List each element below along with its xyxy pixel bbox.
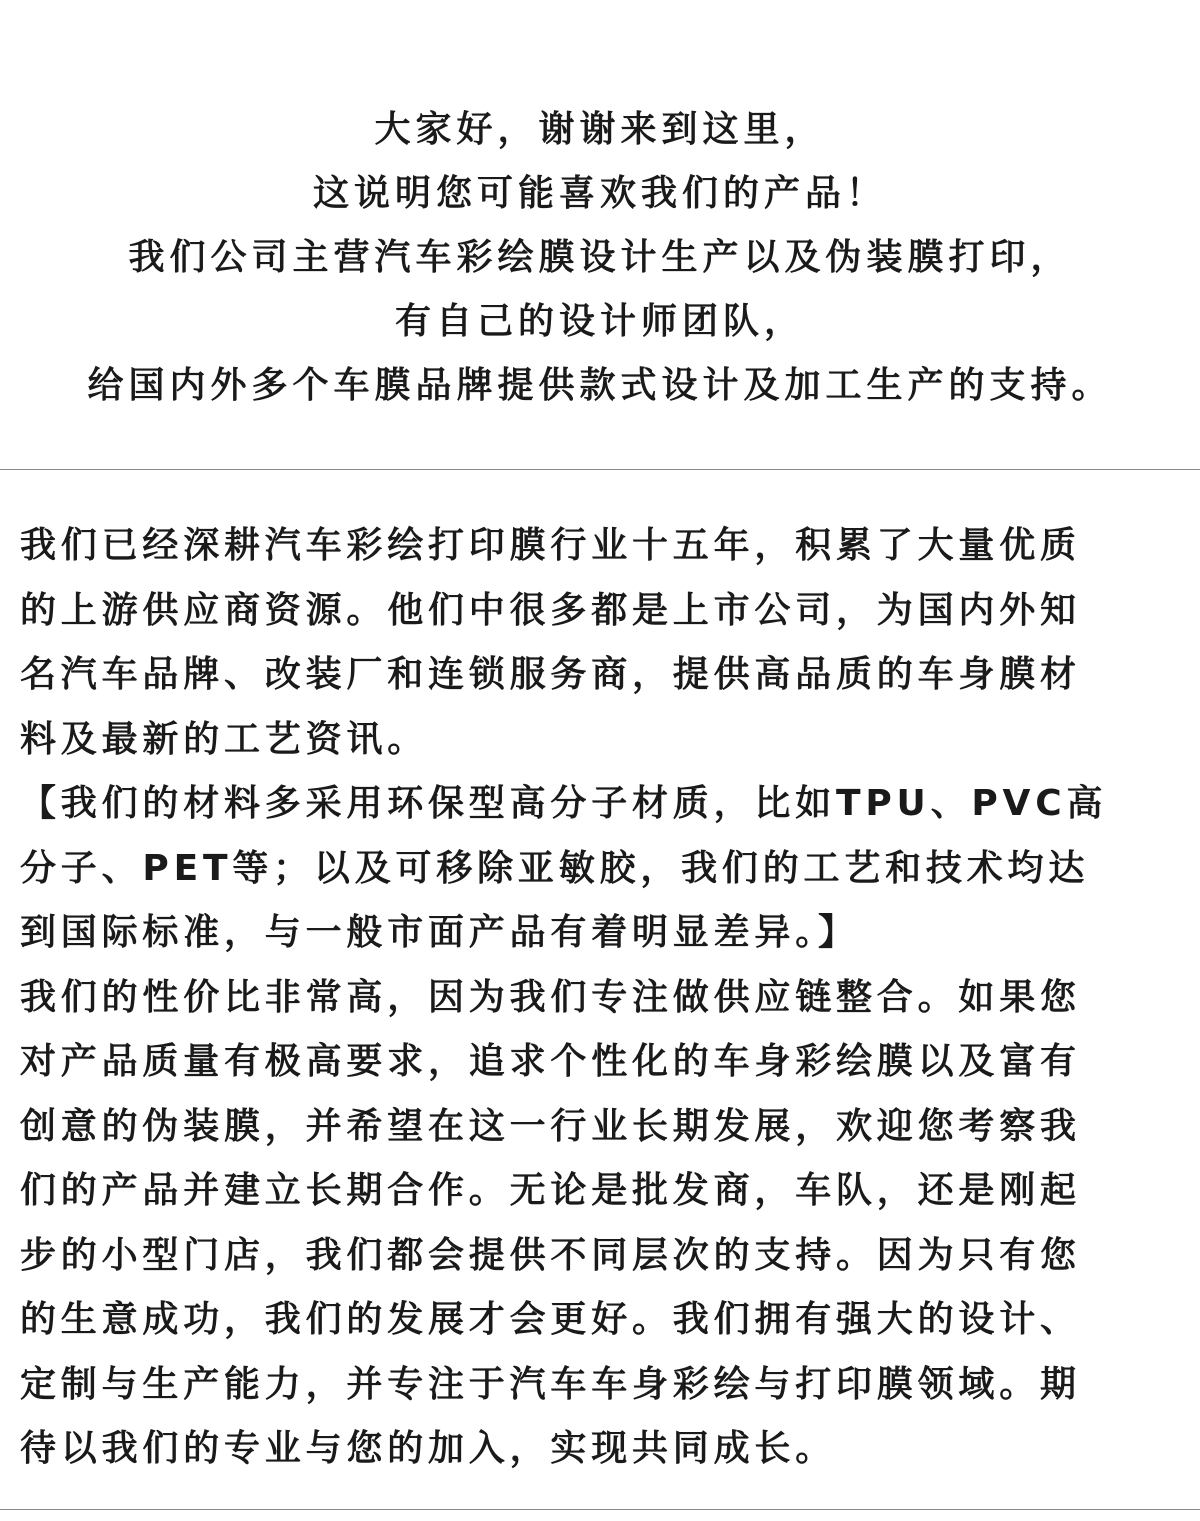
body-line: 对产品质量有极高要求，追求个性化的车身彩绘膜以及富有 — [20, 1041, 1081, 1082]
body-line: 我们已经深耕汽车彩绘打印膜行业十五年，积累了大量优质 — [20, 525, 1081, 566]
body-line: 创意的伪装膜，并希望在这一行业长期发展，欢迎您考察我 — [20, 1105, 1081, 1147]
bottom-divider — [0, 1509, 1200, 1510]
body-line: 名汽车品牌、改装厂和连锁服务商，提供高品质的车身膜材 — [20, 654, 1081, 695]
intro-line-support: 给国内外多个车膜品牌提供款式设计及加工生产的支持。 — [87, 365, 1113, 406]
body-line: 我们的性价比非常高，因为我们专注做供应链整合。如果您 — [20, 976, 1081, 1018]
intro-block — [0, 98, 1200, 418]
body-line: 定制与生产能力，并专注于汽车车身彩绘与打印膜领域。期 — [20, 1363, 1081, 1405]
body-line: 们的产品并建立长期合作。无论是批发商，车队，还是刚起 — [20, 1170, 1081, 1211]
body-line: 的上游供应商资源。他们中很多都是上市公司，为国内外知 — [20, 589, 1081, 631]
intro-line-welcome: 这说明您可能喜欢我们的产品！ — [312, 173, 887, 214]
intro-line-team: 有自己的设计师团队， — [394, 301, 805, 342]
body-line: 分子、PET等；以及可移除亚敏胶，我们的工艺和技术均达 — [20, 847, 1090, 889]
body-line: 的生意成功，我们的发展才会更好。我们拥有强大的设计、 — [20, 1299, 1081, 1340]
body-line: 【我们的材料多采用环保型高分子材质，比如TPU、PVC高 — [20, 783, 1108, 824]
body-line: 待以我们的专业与您的加入，实现共同成长。 — [20, 1428, 837, 1469]
body-line: 到国际标准，与一般市面产品有着明显差异。】 — [20, 912, 859, 953]
top-divider — [0, 469, 1200, 470]
body-line: 步的小型门店，我们都会提供不同层次的支持。因为只有您 — [20, 1234, 1081, 1276]
intro-line-business: 我们公司主营汽车彩绘膜设计生产以及伪装膜打印， — [128, 237, 1072, 278]
body-text-block — [20, 514, 1180, 1482]
intro-line-greeting: 大家好，谢谢来到这里， — [374, 109, 826, 150]
body-line: 料及最新的工艺资讯。 — [20, 718, 429, 760]
